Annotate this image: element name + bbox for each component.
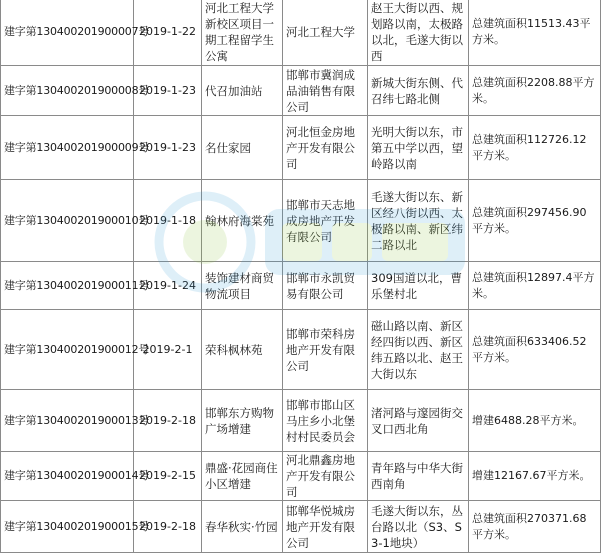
area-cell: 总建筑面积297456.90平方米。: [469, 180, 601, 262]
table-row: [1, 390, 601, 452]
project-cell: 邯郸东方购物广场增建: [202, 390, 283, 452]
table-row: [1, 66, 601, 116]
date-cell: 2019-1-18: [134, 180, 202, 262]
area-cell: 总建筑面积12897.4平方米。: [469, 262, 601, 310]
table-row: [1, 310, 601, 390]
date-cell: 2019-2-1: [134, 310, 202, 390]
project-cell: 河北工程大学新校区项目一期工程留学生公寓: [202, 0, 283, 66]
developer-cell: 邯郸市永凯贸易有限公司: [283, 262, 368, 310]
area-cell: 总建筑面积11513.43平方米。: [469, 0, 601, 66]
date-cell: 2019-2-18: [134, 501, 202, 553]
project-cell: 代召加油站: [202, 66, 283, 116]
location-cell: 新城大街东侧、代召纬七路北侧: [368, 66, 469, 116]
developer-cell: 河北鼎鑫房地产开发有限公司: [283, 452, 368, 501]
area-cell: 总建筑面积2208.88平方米。: [469, 66, 601, 116]
table-row: [1, 180, 601, 262]
area-cell: 总建筑面积112726.12平方米。: [469, 116, 601, 180]
location-cell: 青年路与中华大街西南角: [368, 452, 469, 501]
table-row: [1, 262, 601, 310]
table-row: [1, 501, 601, 553]
developer-cell: 邯郸市冀润成品油销售有限公司: [283, 66, 368, 116]
date-cell: 2019-1-23: [134, 116, 202, 180]
location-cell: 毛遂大街以东、新区经八街以西、太极路以南、新区纬二路以北: [368, 180, 469, 262]
developer-cell: 邯郸市邯山区马庄乡小北堡村村民委员会: [283, 390, 368, 452]
permit-id-cell: 建字第130400201900009号: [1, 116, 134, 180]
permit-id-cell: 建字第130400201900012号: [1, 310, 134, 390]
date-cell: 2019-1-23: [134, 66, 202, 116]
permit-id-cell: 建字第130400201900008号: [1, 66, 134, 116]
location-cell: 赵王大街以西、规划路以南，太极路以北，毛遂大街以西: [368, 0, 469, 66]
table-row: [1, 0, 601, 66]
developer-cell: 河北工程大学: [283, 0, 368, 66]
date-cell: 2019-2-15: [134, 452, 202, 501]
location-cell: 磁山路以南、新区经四街以西、新区纬五路以北、赵王大街以东: [368, 310, 469, 390]
area-cell: 总建筑面积270371.68平方米。: [469, 501, 601, 553]
developer-cell: 河北恒金房地产开发有限公司: [283, 116, 368, 180]
permit-id-cell: 建字第130400201900014号: [1, 452, 134, 501]
project-cell: 鼎盛·花园商住小区增建: [202, 452, 283, 501]
project-cell: 翰林府海棠苑: [202, 180, 283, 262]
area-cell: 增建12167.67平方米。: [469, 452, 601, 501]
date-cell: 2019-1-22: [134, 0, 202, 66]
developer-cell: 邯郸市天志地成房地产开发有限公司: [283, 180, 368, 262]
table-row: [1, 116, 601, 180]
permit-id-cell: 建字第130400201900007号: [1, 0, 134, 66]
location-cell: 毛遂大街以东，丛台路以北（S3、S3-1地块）: [368, 501, 469, 553]
location-cell: 渚河路与邃园街交叉口西北角: [368, 390, 469, 452]
location-cell: 光明大街以东，市第五中学以西，望岭路以南: [368, 116, 469, 180]
project-cell: 装饰建材商贸物流项目: [202, 262, 283, 310]
developer-cell: 邯郸市荣科房地产开发有限公司: [283, 310, 368, 390]
area-cell: 增建6488.28平方米。: [469, 390, 601, 452]
permit-id-cell: 建字第130400201900010号: [1, 180, 134, 262]
project-cell: 春华秋实·竹园: [202, 501, 283, 553]
permit-id-cell: 建字第130400201900011号: [1, 262, 134, 310]
permit-id-cell: 建字第130400201900013号: [1, 390, 134, 452]
location-cell: 309国道以北，曹乐堡村北: [368, 262, 469, 310]
permit-id-cell: 建字第130400201900015号: [1, 501, 134, 553]
project-cell: 荣科枫林苑: [202, 310, 283, 390]
table-row: [1, 452, 601, 501]
date-cell: 2019-2-18: [134, 390, 202, 452]
project-cell: 名仕家园: [202, 116, 283, 180]
developer-cell: 邯郸华悦城房地产开发有限公司: [283, 501, 368, 553]
area-cell: 总建筑面积633406.52平方米。: [469, 310, 601, 390]
date-cell: 2019-1-24: [134, 262, 202, 310]
